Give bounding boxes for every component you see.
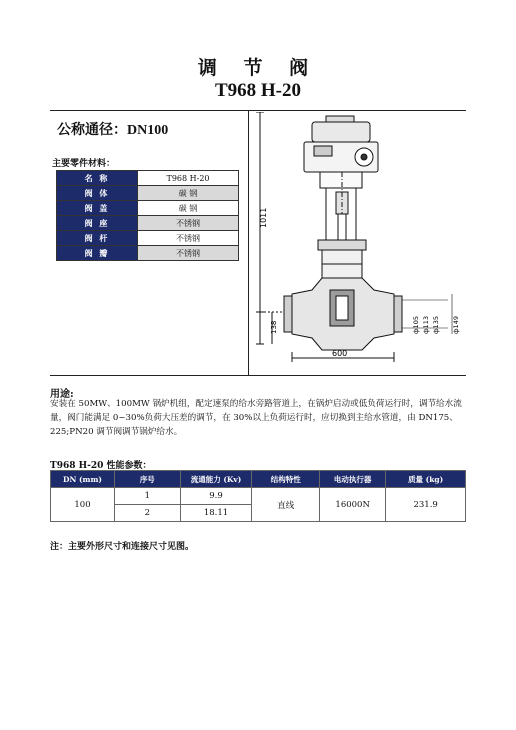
mass-value: 231.9 — [386, 488, 466, 522]
performance-header-row — [51, 471, 466, 488]
table-row — [51, 488, 466, 505]
diameter-d2: ф113 — [422, 316, 430, 334]
nominal-value: DN100 — [127, 123, 169, 138]
frame-bottom-rule — [50, 375, 466, 376]
row-no: 2 — [115, 505, 181, 522]
diameter-d4: ф149 — [452, 316, 460, 334]
usage-title: 用途: — [50, 389, 74, 400]
length-dim: 600 — [332, 349, 348, 358]
table-row — [57, 246, 239, 261]
structure-value: 直线 — [252, 488, 320, 522]
actuator-motor — [312, 122, 370, 142]
part-material: 不锈钢 — [138, 246, 239, 261]
table-row — [57, 201, 239, 216]
col-structure: 结构特性 — [252, 471, 320, 488]
height-dim: 1011 — [259, 207, 268, 228]
materials-caption: 主要零件材料： — [52, 159, 116, 169]
materials-header-value: T968 H-20 — [138, 171, 239, 186]
nominal-diameter — [57, 119, 168, 139]
part-material: 不锈钢 — [138, 216, 239, 231]
nominal-label: 公称通径： — [57, 122, 127, 138]
col-kv: 流通能力 (Kv) — [180, 471, 252, 488]
table-row — [57, 216, 239, 231]
part-material: 不锈钢 — [138, 231, 239, 246]
part-material: 碳 钢 — [138, 186, 239, 201]
part-material: 碳 钢 — [138, 201, 239, 216]
frame-divider — [248, 110, 249, 375]
performance-title: T968 H-20 性能参数： — [50, 461, 152, 471]
diameter-d3: ф135 — [432, 316, 440, 334]
materials-header-name: 名 称 — [57, 171, 138, 186]
diameter-d1: ф105 — [412, 316, 420, 334]
col-mass: 质量 (kg) — [386, 471, 466, 488]
dn-value: 100 — [51, 488, 115, 522]
part-name: 阀 杆 — [57, 231, 138, 246]
row-no: 1 — [115, 488, 181, 505]
page-title: 调 节 阀 — [197, 57, 319, 79]
table-row — [57, 186, 239, 201]
actuator-value: 16000N — [320, 488, 386, 522]
row-kv: 9.9 — [180, 488, 252, 505]
footnote: 注：主要外形尺寸和连接尺寸见图。 — [50, 542, 195, 552]
materials-table — [56, 170, 239, 261]
part-name: 阀 座 — [57, 216, 138, 231]
table-row — [57, 231, 239, 246]
model-title: T968 H-20 — [214, 80, 302, 101]
usage-text: 安装在 50MW、100MW 锅炉机组，配定速泵的给水旁路管道上，在锅炉启动或低负荷运行时，调节给水流量，阀门能满足 0~30%负荷大压差的调节，在 30%以上负荷运行时，应切换到主给水管道，由 DN175、225;PN20 调节阀调节锅炉给水。 — [50, 399, 462, 437]
valve-drawing — [252, 112, 464, 370]
part-name: 阀 体 — [57, 186, 138, 201]
part-name: 阀 瓣 — [57, 246, 138, 261]
part-name: 阀 盖 — [57, 201, 138, 216]
col-dn: DN (mm) — [51, 471, 115, 488]
materials-header-row — [57, 171, 239, 186]
performance-table — [50, 470, 466, 522]
row-kv: 18.11 — [180, 505, 252, 522]
col-actuator: 电动执行器 — [320, 471, 386, 488]
col-no: 序号 — [115, 471, 181, 488]
base-dim: 138 — [270, 320, 278, 334]
